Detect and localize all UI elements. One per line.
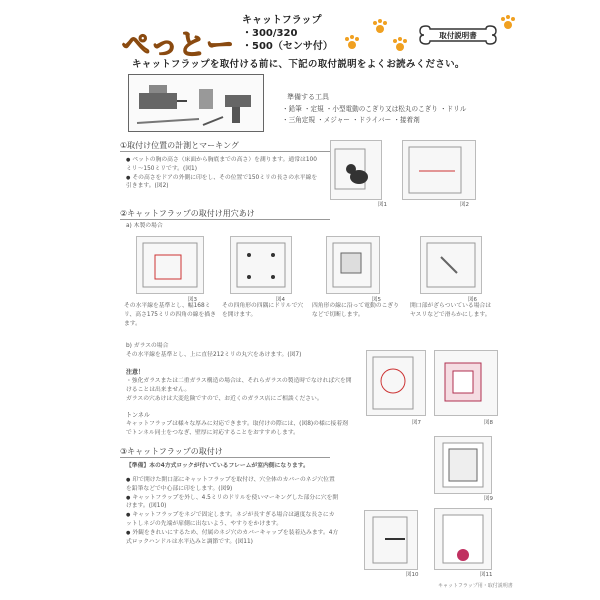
figure-9 [434,436,492,494]
step-text: ● 印で開けた開口部にキャットフラップを取付け、穴全体のカバーのネジ穴位置を鉛筆などで中心部に印をします。(図9) [126,476,340,494]
product-title: キャットフラップ [242,15,322,26]
section-divider [120,151,330,152]
figure-7-label: 図7 [412,420,421,426]
figure-3 [136,236,204,294]
figure-5-label: 図5 [372,297,381,303]
step-text: ● キャットフラップをネジで固定します。ネジが長すぎる場合は適度な長さにカットしネジの先端が扉側に出ないよう、やすりをかけます。 [126,511,340,529]
section2b-text: その水平線を基準とし、上に直径212ミリの丸穴をあけます。(図7) [126,352,302,358]
model-300-320: ・300/320 [242,28,298,39]
caution-text [126,377,356,403]
page-footer: キャットフラップ用・取付説明書 [438,583,513,589]
figure-10-label: 図10 [406,572,419,578]
figure-5 [326,236,380,294]
badge-label: 取付説明書 [439,31,477,40]
figure-4-label: 図4 [276,297,285,303]
step-text: ● キャットフラップを外し、4.5ミリのドリルを使いマーキングした部分に穴を開けます。(図10) [126,494,340,512]
product-title-block [242,14,333,53]
figure-3-label: 図3 [188,297,197,303]
section3-title: ③キャットフラップの取付け [120,447,223,456]
figure-8 [434,350,498,416]
figure-6 [420,236,482,294]
figure-5-caption: 四角形の線に沿って電動のこぎりなどで切断します。 [312,303,399,318]
caution-line: ・強化ガラスまたは二重ガラス構造の場合は、それらガラスの製造時でなければ穴を開けることは出来ません。 [126,378,352,393]
figure-1-label: 図1 [378,202,387,208]
figure-8-label: 図8 [484,420,493,426]
figure-10 [364,510,418,570]
figure-11-label: 図11 [480,572,493,578]
section2b-subtitle: b) ガラスの場合 [126,343,169,349]
tools-line: ・三角定規 ・メジャー ・ドライバー ・接着剤 [282,116,420,124]
section-divider [120,219,330,220]
svg-text:ぺっとーる: ぺっとー [122,28,232,61]
figure-3-caption: その水平線を基準とし、幅168ミリ、高さ175ミリの四角の線を描きます。 [124,303,216,327]
paw-icon [392,36,408,52]
caution-line: ガラスの穴あけは大変危険ですので、お近くのガラス店にご相談ください。 [126,395,323,402]
figure-7 [366,350,426,416]
step-text: ● その高さをドアの外側に印をし、その位置で150ミリの長さの水平線を引きます。(図2) [126,174,322,192]
section1-title: ①取付け位置の計測とマーキング [120,141,239,150]
figure-4-caption: その四角形の四隅にドリルで穴を開けます。 [222,303,304,318]
manual-badge [418,22,498,48]
section3-prep: 【準備】本の4方式ロックが付いているフレームが室内側になります。 [126,463,309,469]
figure-4 [230,236,292,294]
figure-11 [434,508,492,570]
tools-image [128,74,264,132]
tunnel-text: キャットフラップは様々な厚みに対応できます。取付けの際には、(図8)の様に接着剤でトンネル同士をつなぎ、壁厚に対応することをおすすめします。 [126,421,348,436]
step-text: ● ペットの胸の高さ（床面から胸底までの高さ）を測ります。通常は100ミリ〜150ミリです。(図1) [126,156,322,174]
caution-heading: 注意！ [126,369,145,376]
tunnel-heading: トンネル [126,412,150,419]
step-text: ● 外観をきれいにするため、付属のネジ穴のカバーキャップを装着込みます。4方式ロックハンドルは水平込みと調節です。(図11) [126,529,340,547]
tools-line: ・鉛筆 ・定規 ・小型電動のこぎり又は松丸のこぎり ・ドリル [282,105,467,113]
figure-2-label: 図2 [460,202,469,208]
paw-icon [372,18,388,34]
intro-text: キャットフラップを取付ける前に、下記の取付説明をよくお読みください。 [132,59,465,70]
tools-list [282,104,582,126]
figure-6-label: 図6 [468,297,477,303]
figure-2 [402,140,476,200]
section2-title: ②キャットフラップの取付け用穴あけ [120,209,255,218]
model-500: ・500（センサ付） [242,41,333,52]
section1-steps [126,156,322,191]
section2a-subtitle: a) 木製の場合 [126,223,163,229]
figure-9-label: 図9 [484,496,493,502]
section3-steps [126,476,340,546]
paw-icon [500,14,516,30]
section-divider [120,457,330,458]
figure-1 [330,140,382,200]
paw-icon [344,34,360,50]
figure-6-caption: 開口部がざらついている場合はヤスリなどで滑らかにします。 [410,303,492,318]
tools-heading: 準備する工具 [287,93,329,101]
